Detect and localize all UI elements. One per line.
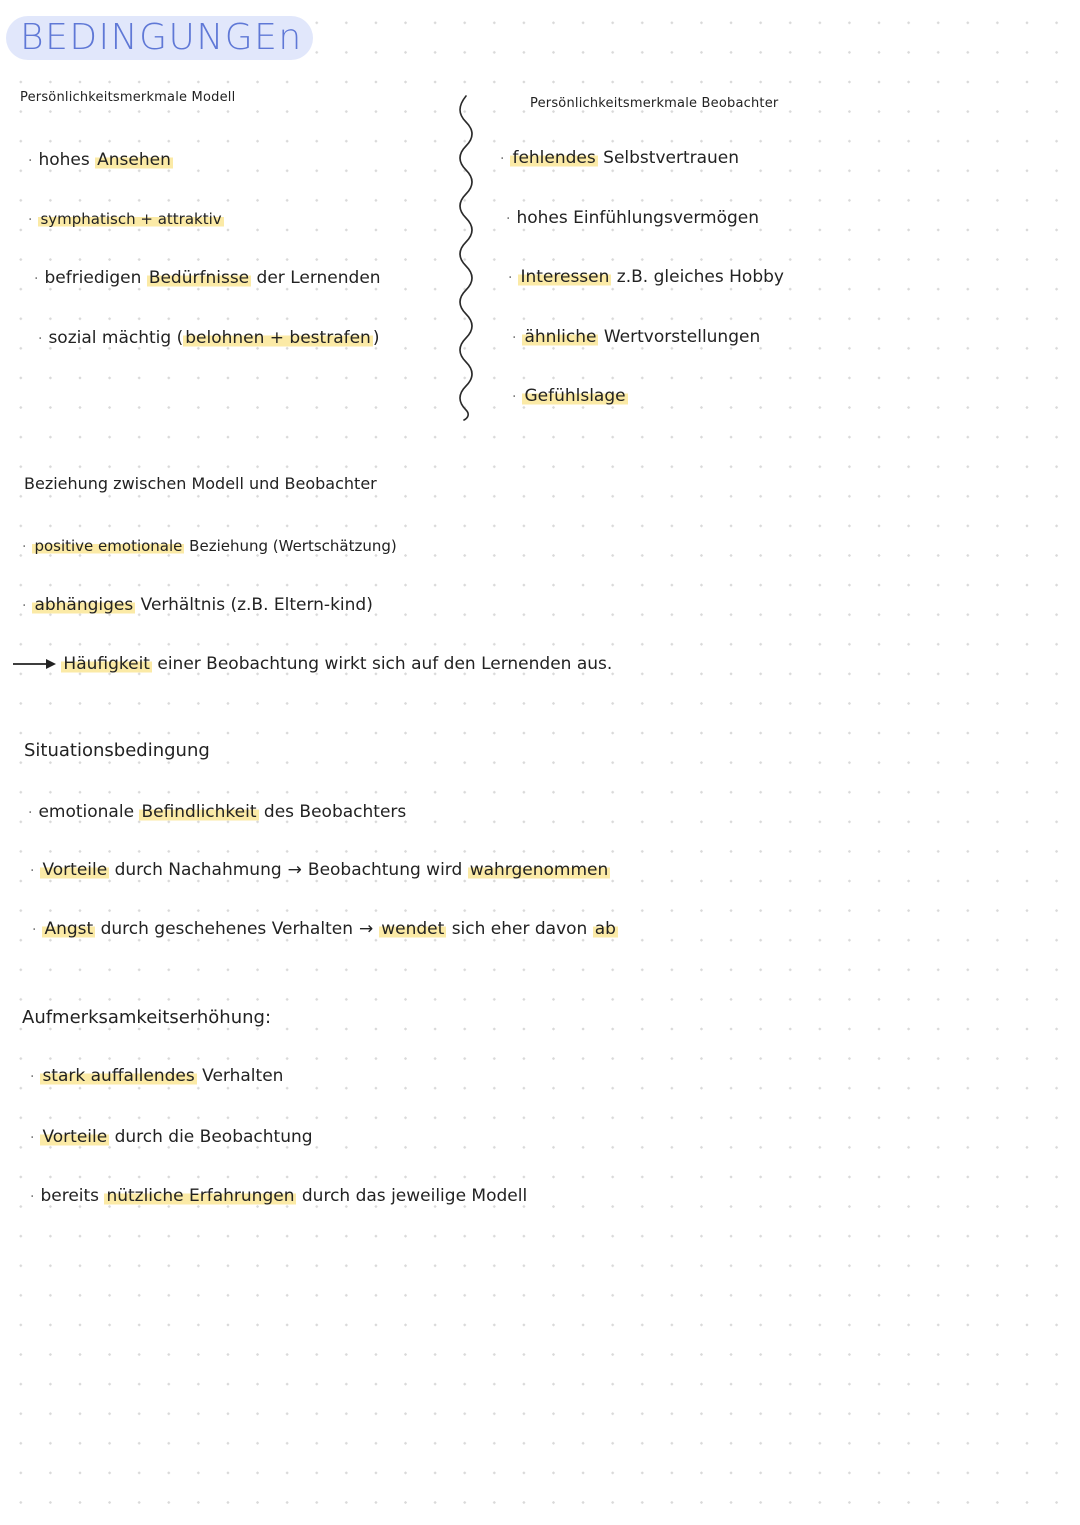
bullet-icon: · (30, 1069, 35, 1085)
bullet-icon: · (512, 389, 517, 405)
squiggle-divider-icon (448, 92, 484, 422)
observer-trait-2: · hohes Einfühlungsvermögen (506, 208, 760, 228)
observer-trait-3: · Interessen z.B. gleiches Hobby (508, 267, 784, 287)
bullet-icon: · (506, 211, 511, 227)
arrow-right-icon: → (287, 860, 302, 880)
bullet-icon: · (34, 271, 39, 287)
model-trait-1: · hohes Ansehen (28, 150, 171, 170)
attention-item-2: · Vorteile durch die Beobachtung (30, 1127, 313, 1147)
observer-trait-1: · fehlendes Selbstvertrauen (500, 148, 740, 168)
bullet-icon: · (22, 598, 27, 614)
relationship-heading: Beziehung zwischen Modell und Beobachter (24, 474, 377, 493)
bullet-icon: · (28, 212, 33, 228)
bullet-icon: · (500, 151, 505, 167)
bullet-icon: · (30, 1189, 35, 1205)
page-title: BEDINGUNGEn (20, 17, 303, 58)
bullet-icon: · (28, 805, 33, 821)
arrow-right-icon (12, 658, 56, 670)
model-trait-3: · befriedigen Bedürfnisse der Lernenden (34, 268, 381, 288)
bullet-icon: · (30, 863, 35, 879)
bullet-icon: · (38, 331, 43, 347)
relationship-item-1: · positive emotionale Beziehung (Wertschätzung) (22, 537, 397, 555)
observer-trait-4: · ähnliche Wertvorstellungen (512, 327, 761, 347)
situation-item-2: · Vorteile durch Nachahmung → Beobachtung wird wahrgenommen (30, 860, 609, 880)
bullet-icon: · (32, 922, 37, 938)
bullet-icon: · (28, 153, 33, 169)
observer-traits-heading: Persönlichkeitsmerkmale Beobachter (530, 96, 779, 111)
arrow-right-icon: → (358, 919, 374, 939)
relationship-conclusion: Häufigkeit einer Beobachtung wirkt sich auf den Lernenden aus. (12, 654, 612, 674)
situation-item-1: · emotionale Befindlichkeit des Beobachters (28, 802, 407, 822)
situation-item-3: · Angst durch geschehenes Verhalten → wendet sich eher davon ab (32, 919, 616, 939)
model-trait-2: · symphatisch + attraktiv (28, 210, 222, 228)
attention-heading: Aufmerksamkeitserhöhung: (22, 1007, 272, 1028)
attention-item-3: · bereits nützliche Erfahrungen durch das jeweilige Modell (30, 1186, 528, 1206)
situation-heading: Situationsbedingung (24, 740, 210, 761)
observer-trait-5: · Gefühlslage (512, 386, 626, 406)
model-traits-heading: Persönlichkeitsmerkmale Modell (20, 90, 236, 105)
title-badge (6, 16, 313, 60)
attention-item-1: · stark auffallendes Verhalten (30, 1066, 284, 1086)
model-trait-4: · sozial mächtig ( belohnen + bestrafen ) (38, 328, 380, 348)
bullet-icon: · (508, 270, 513, 286)
bullet-icon: · (22, 539, 27, 555)
bullet-icon: · (30, 1130, 35, 1146)
bullet-icon: · (512, 330, 517, 346)
relationship-item-2: · abhängiges Verhältnis (z.B. Eltern-kind) (22, 595, 373, 615)
